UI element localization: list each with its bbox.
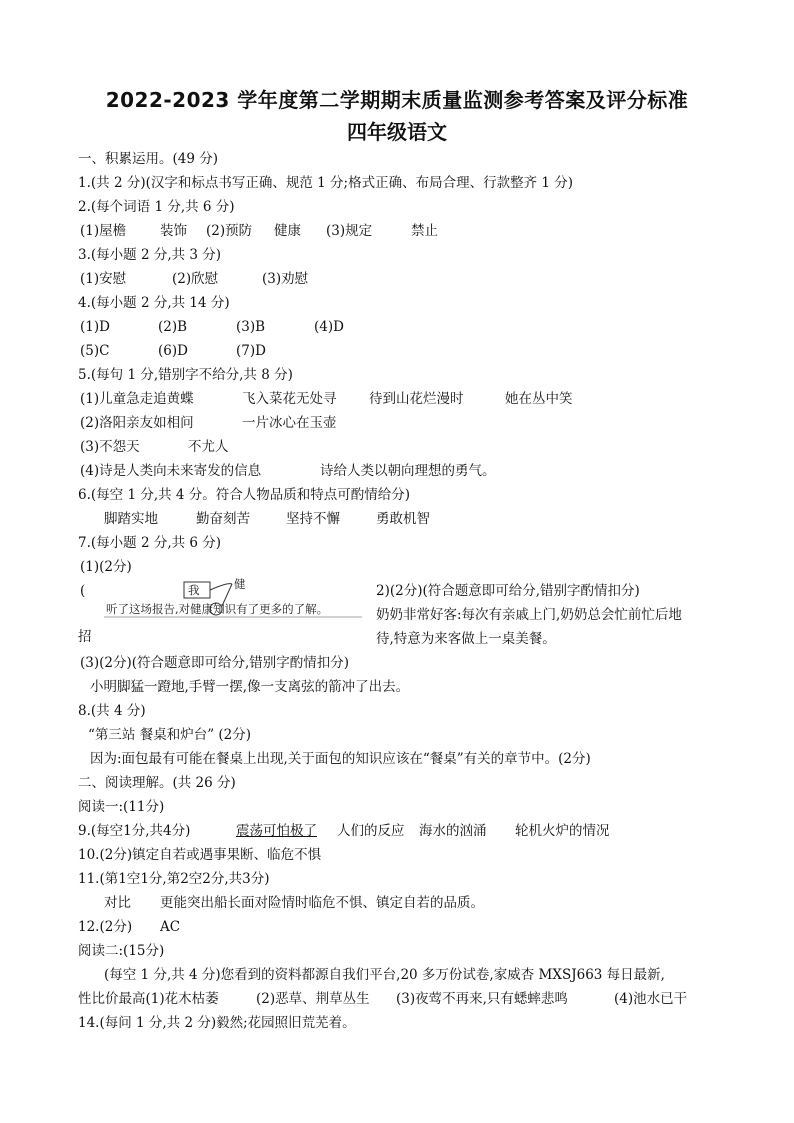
- q5-line-3b: 不尤人: [188, 439, 229, 455]
- q2-answer-3: (2)预防: [206, 223, 253, 239]
- question-4-answers-row-1: [80, 318, 344, 336]
- q9-answer-2: 人们的反应: [337, 823, 405, 839]
- q5-line-1b: 飞入菜花无处寻: [242, 391, 337, 407]
- q5-line-2b: 一片冰心在玉壶: [242, 415, 337, 431]
- document-title: 2022-2023 学年度第二学期期末质量监测参考答案及评分标准: [105, 88, 689, 112]
- q6-answer-2: 勤奋刻苦: [196, 511, 250, 527]
- question-1: 1.(共 2 分)(汉字和标点书写正确、规范 1 分;格式正确、布局合理、行款整齐 1 分): [78, 175, 574, 191]
- q9-heading: 9.(每空1分,共4分): [78, 823, 191, 839]
- question-8-heading: 8.(共 4 分): [78, 703, 146, 719]
- question-12: [78, 918, 180, 936]
- q4-answer-2: (2)B: [158, 319, 188, 335]
- q3-answer-2: (2)欣慰: [172, 271, 219, 287]
- q11-answer-2: 更能突出船长面对险情时临危不惧、镇定自若的品质。: [160, 895, 484, 911]
- reading-1-heading: 阅读一:(11分): [78, 799, 165, 815]
- question-11-answers: [104, 894, 484, 912]
- q9-answer-1: 震荡可怕极了: [236, 823, 317, 839]
- section-2-heading: 二、阅读理解。(共 26 分): [78, 775, 236, 791]
- q5-line-1c: 待到山花烂漫时: [369, 391, 464, 407]
- q2-answer-4: 健康: [274, 223, 301, 239]
- question-5-row-4: [80, 462, 496, 480]
- q8-answer-1: “第三站 餐桌和炉台” (2分): [88, 727, 252, 743]
- question-13-line-1: (每空 1 分,共 4 分)您看到的资料都源自我们平台,20 多万份试卷,家威杏 MXSJ663 每日最新,: [104, 967, 665, 983]
- q6-answer-3: 坚持不懈: [286, 511, 340, 527]
- q11-answer-1: 对比: [104, 895, 131, 911]
- q7-part-2-label: 2)(2分)(符合题意即可给分,错别字酌情扣分): [376, 583, 640, 599]
- q6-answer-4: 勇敢机智: [376, 511, 430, 527]
- question-2-heading: 2.(每个词语 1 分,共 6 分): [78, 199, 235, 215]
- q2-answer-6: 禁止: [411, 223, 438, 239]
- question-4-answers-row-2: [80, 342, 266, 360]
- sentence-underline: [104, 616, 366, 620]
- q13-answer-1: 性比价最高(1)花木枯萎: [78, 991, 219, 1007]
- q5-line-1d: 她在丛中笑: [505, 391, 573, 407]
- q13-answer-4: (4)池水已干: [614, 991, 688, 1007]
- q7-corrected-sentence: 听了这场报告,对健康知识有了更多的了解。: [106, 602, 329, 616]
- question-4-heading: 4.(每小题 2 分,共 14 分): [78, 295, 230, 311]
- q5-line-2a: (2)洛阳亲友如相问: [80, 415, 194, 431]
- q12-answer: AC: [160, 919, 181, 935]
- question-6-answers: [104, 510, 430, 528]
- q7-part-2-line-1: 奶奶非常好客:每次有亲戚上门,奶奶总会忙前忙后地: [376, 607, 682, 623]
- q9-answer-3: 海水的汹涌: [419, 823, 487, 839]
- q7-part-3-answer: 小明脚猛一蹬地,手臂一摆,像一支离弦的箭冲了出去。: [90, 679, 410, 695]
- question-5-heading: 5.(每句 1 分,错别字不给分,共 8 分): [78, 367, 293, 383]
- q7-open-paren: (: [80, 583, 86, 599]
- q7-char-zhao: 招: [78, 629, 92, 645]
- q7-part-2-line-2: 待,特意为来客做上一桌美餐。: [376, 631, 556, 647]
- question-7-heading: 7.(每小题 2 分,共 6 分): [78, 535, 222, 551]
- q2-answer-5: (3)规定: [326, 223, 373, 239]
- section-1-heading: 一、积累运用。(49 分): [78, 151, 219, 167]
- question-3-heading: 3.(每小题 2 分,共 3 分): [78, 247, 222, 263]
- q7-part-1-label: (1)(2分): [80, 559, 132, 575]
- q5-line-4b: 诗给人类以朝向理想的勇气。: [320, 463, 496, 479]
- q4-answer-4: (4)D: [314, 319, 344, 335]
- q4-answer-1: (1)D: [80, 319, 110, 335]
- q12-heading: 12.(2分): [78, 919, 133, 935]
- question-5-row-2: [80, 414, 337, 432]
- q5-line-3a: (3)不怨天: [80, 439, 140, 455]
- q5-line-1a: (1)儿童急走追黄蝶: [80, 391, 194, 407]
- question-14: 14.(每问 1 分,共 2 分)毅然;花园照旧荒芜着。: [78, 1015, 356, 1031]
- q3-answer-3: (3)劝慰: [262, 271, 309, 287]
- question-5-row-3: [80, 438, 229, 456]
- q4-answer-5: (5)C: [80, 343, 110, 359]
- inserted-char-wo: 我: [188, 583, 200, 597]
- q5-line-4a: (4)诗是人类向未来寄发的信息: [80, 463, 262, 479]
- reading-2-heading: 阅读二:(15分): [78, 943, 165, 959]
- q3-answer-1: (1)安慰: [80, 271, 127, 287]
- question-9: [78, 822, 610, 840]
- question-13-line-2: [78, 990, 687, 1008]
- question-10: 10.(2分)镇定自若或遇事果断、临危不惧: [78, 847, 322, 863]
- q4-answer-6: (6)D: [158, 343, 188, 359]
- question-3-answers: [80, 270, 308, 288]
- q6-answer-1: 脚踏实地: [104, 511, 158, 527]
- q4-answer-7: (7)D: [236, 343, 266, 359]
- question-5-row-1: [80, 390, 573, 408]
- question-11-heading: 11.(第1空1分,第2空2分,共3分): [78, 871, 270, 887]
- q7-part-3-label: (3)(2分)(符合题意即可给分,错别字酌情扣分): [80, 655, 350, 671]
- q4-answer-3: (3)B: [236, 319, 266, 335]
- q13-answer-3: (3)夜莺不再来,只有蟋蟀悲鸣: [396, 991, 568, 1007]
- inserted-char-jian: 健: [234, 577, 246, 591]
- q8-answer-2: 因为:面包最有可能在餐桌上出现,关于面包的知识应该在“餐桌”有关的章节中。(2分): [90, 751, 591, 767]
- q9-answer-4: 轮机火炉的情况: [515, 823, 610, 839]
- q13-answer-2: (2)恶草、荆草丛生: [256, 991, 370, 1007]
- question-2-answers: [80, 222, 438, 240]
- q2-answer-1: (1)屋檐: [80, 223, 127, 239]
- question-6-heading: 6.(每空 1 分,共 4 分。符合人物品质和特点可酌情给分): [78, 487, 411, 503]
- document-subtitle: 四年级语文: [347, 120, 447, 144]
- q2-answer-2: 装饰: [160, 223, 187, 239]
